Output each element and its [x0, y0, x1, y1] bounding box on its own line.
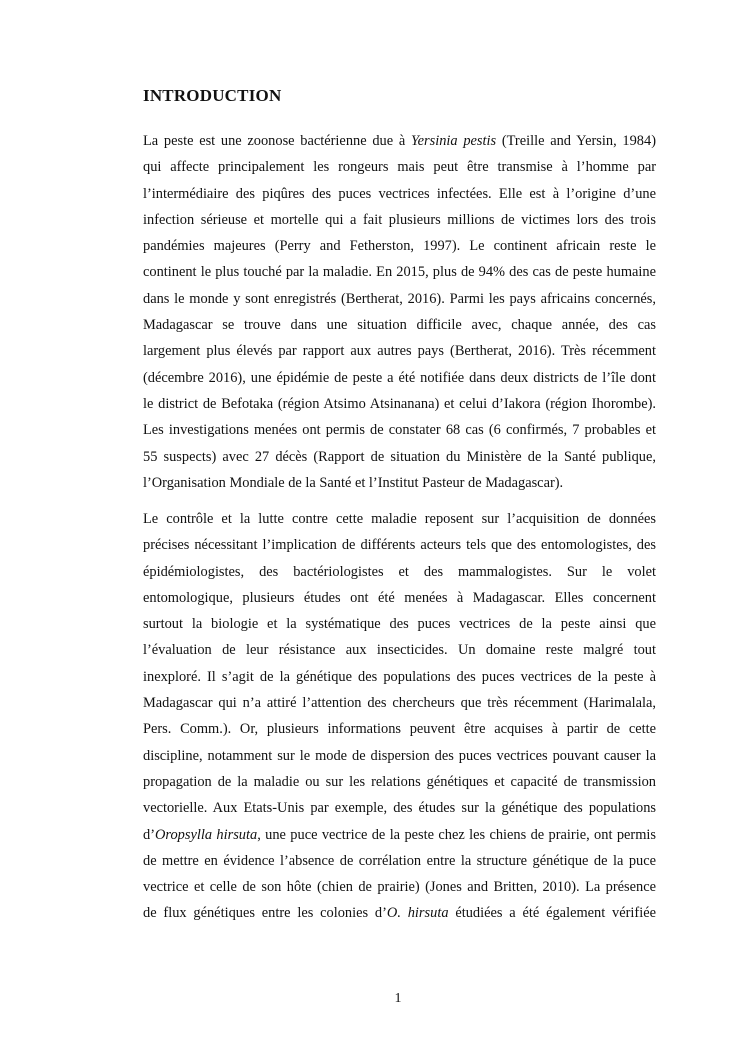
text-line: propagation de la maladie ou sur les relations génétiques et capacité de transmission: [143, 773, 656, 790]
text-line: d’Oropsylla hirsuta, une puce vectrice de la peste chez les chiens de prairie, ont permis: [143, 826, 656, 843]
text-line: La peste est une zoonose bactérienne due à Yersinia pestis (Treille and Yersin, 1984): [143, 133, 656, 149]
text-line: qui affecte principalement les rongeurs mais peut être transmise à l’homme par: [143, 159, 656, 176]
text-line: largement plus élevés par rapport aux autres pays (Bertherat, 2016). Très récemment: [143, 343, 656, 360]
text-line: (décembre 2016), une épidémie de peste a été notifiée dans deux districts de l’île dont: [143, 369, 656, 386]
text-line: continent le plus touché par la maladie. En 2015, plus de 94% des cas de peste humaine: [143, 264, 656, 281]
text-line: Madagascar qui n’a attiré l’attention des chercheurs que très récemment (Harimalala,: [143, 695, 656, 712]
text-line: Pers. Comm.). Or, plusieurs informations peuvent être acquises à partir de cette: [143, 721, 656, 738]
paragraph-1: [143, 128, 656, 496]
text-line: dans le monde y sont enregistrés (Bertherat, 2016). Parmi les pays africains concernés,: [143, 290, 656, 307]
text-line: de flux génétiques entre les colonies d’O. hirsuta étudiées a été également vérifiée: [143, 905, 656, 922]
text-line: l’Organisation Mondiale de la Santé et l’Institut Pasteur de Madagascar).: [143, 474, 564, 491]
text-line: infection sérieuse et mortelle qui a fait plusieurs millions de victimes lors des trois: [143, 211, 656, 228]
text-line: surtout la biologie et la systématique des puces vectrices de la peste ainsi que: [143, 616, 656, 633]
paragraph-2: [143, 506, 656, 927]
section-heading: INTRODUCTION: [143, 86, 282, 105]
text-line: Le contrôle et la lutte contre cette maladie reposent sur l’acquisition de données: [143, 511, 656, 527]
text-line: le district de Befotaka (région Atsimo Atsinanana) et celui d’Iakora (région Ihorombe).: [143, 395, 656, 412]
text-line: vectrice et celle de son hôte (chien de prairie) (Jones and Britten, 2010). La présence: [143, 879, 656, 896]
text-line: Madagascar se trouve dans une situation difficile avec, chaque année, des cas: [143, 317, 656, 334]
text-line: précises nécessitant l’implication de différents acteurs tels que des entomologistes, des: [143, 537, 656, 554]
species-name: O. hirsuta: [386, 905, 449, 922]
text-line: de mettre en évidence l’absence de corrélation entre la structure génétique de la puce: [143, 852, 656, 869]
text-line: inexploré. Il s’agit de la génétique des populations des puces vectrices de la peste à: [143, 668, 656, 685]
text-line: discipline, notamment sur le mode de dispersion des puces vectrices pouvant causer la: [143, 747, 656, 764]
text-line: 55 suspects) avec 27 décès (Rapport de situation du Ministère de la Santé publique,: [143, 448, 656, 465]
species-name: Oropsylla hirsuta: [155, 826, 258, 843]
text-line: épidémiologistes, des bactériologistes et des mammalogistes. Sur le volet: [143, 563, 656, 580]
species-name: Yersinia pestis: [410, 133, 497, 149]
text-line: Les investigations menées ont permis de constater 68 cas (6 confirmés, 7 probables et: [143, 422, 656, 439]
text-line: l’évaluation de leur résistance aux insecticides. Un domaine reste malgré tout: [143, 642, 656, 659]
text-line: l’intermédiaire des piqûres des puces vectrices infectées. Elle est à l’origine d’une: [143, 185, 656, 202]
page-number: 1: [394, 991, 402, 1006]
text-line: entomologique, plusieurs études ont été menées à Madagascar. Elles concernent: [143, 589, 656, 606]
text-line: vectorielle. Aux Etats-Unis par exemple, des études sur la génétique des populations: [143, 800, 656, 817]
text-line: pandémies majeures (Perry and Fetherston, 1997). Le continent africain reste le: [143, 238, 656, 255]
